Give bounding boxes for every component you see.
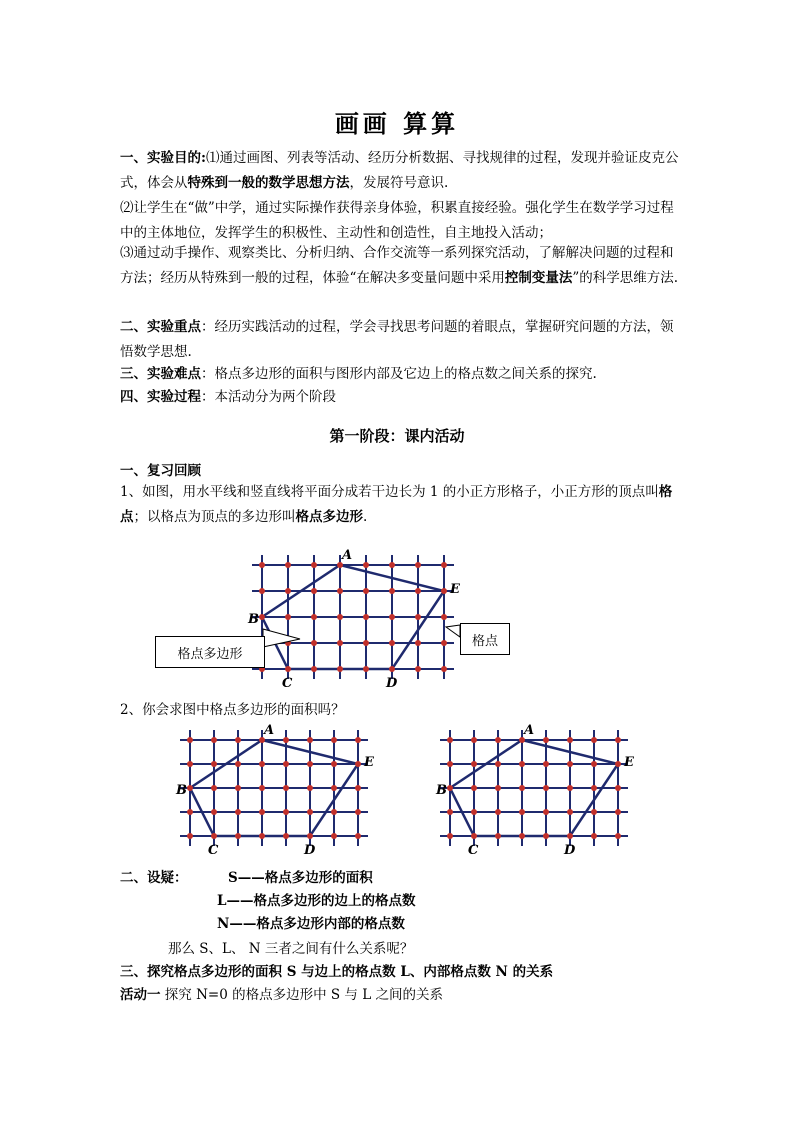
lattice-point — [543, 737, 549, 743]
vertex-label-d: D — [386, 676, 398, 691]
lattice-point — [311, 666, 317, 672]
lattice-point — [615, 809, 621, 815]
activity-one-label: 活动一 — [120, 987, 161, 1003]
lattice-point — [311, 562, 317, 568]
purpose-heading: 一、实验目的: — [120, 150, 206, 166]
vertex-label-c: C — [282, 676, 293, 691]
doubt-n: N——格点多边形内部的格点数 — [217, 916, 405, 932]
lattice-point — [259, 588, 265, 594]
vertex-label-e: E — [364, 755, 374, 770]
lattice-point — [211, 833, 217, 839]
purpose-text-3b: 控制变量法 — [504, 270, 573, 286]
lattice-point — [331, 785, 337, 791]
lattice-point — [307, 761, 313, 767]
lattice-point — [283, 833, 289, 839]
vertex-label-b: B — [436, 783, 447, 798]
focus-heading: 二、实验重点 — [120, 319, 201, 335]
stage-one-heading: 第一阶段：课内活动 — [329, 427, 465, 445]
page-title: 画画 算算 — [334, 109, 460, 138]
lattice-point — [389, 614, 395, 620]
lattice-point — [337, 666, 343, 672]
explore-heading: 三、探究格点多边形的面积 S 与边上的格点数 L、内部格点数 N 的关系 — [120, 964, 554, 980]
lattice-point — [447, 833, 453, 839]
vertex-label-c: C — [208, 843, 219, 858]
lattice-point — [519, 785, 525, 791]
lattice-point — [355, 761, 361, 767]
lattice-point — [337, 614, 343, 620]
lattice-point — [337, 640, 343, 646]
review-q1-a: 1、如图，用水平线和竖直线将平面分成若干边长为 1 的小正方形格子，小正方形的顶点叫 — [120, 484, 659, 500]
vertex-label-a: A — [264, 723, 275, 738]
lattice-point — [567, 785, 573, 791]
difficulty-text: ：格点多边形的面积与图形内部及它边上的格点数之间关系的探究. — [201, 366, 597, 382]
lattice-point — [331, 833, 337, 839]
lattice-point — [331, 809, 337, 815]
lattice-point — [591, 761, 597, 767]
lattice-point — [259, 833, 265, 839]
lattice-point — [235, 833, 241, 839]
purpose-text-1a: ⑴通过画图、列表等活动、经历分析数据、寻找规律的过程，发现并验证皮克公式，体会从 — [120, 150, 679, 191]
lattice-point — [389, 640, 395, 646]
lattice-point — [441, 666, 447, 672]
lattice-point — [567, 761, 573, 767]
lattice-point — [307, 809, 313, 815]
review-q1-term1: 格点 — [120, 484, 673, 525]
purpose-paragraph-2: ⑵让学生在“做”中学，通过实际操作获得亲身体验，积累直接经验。强化学生在数学学习过程中的主体地位，发挥学生的积极性、主动性和创造性，自主地投入活动； — [120, 200, 674, 241]
lattice-point — [283, 809, 289, 815]
lattice-point — [307, 785, 313, 791]
vertex-label-e: E — [450, 582, 460, 597]
lattice-point — [615, 761, 621, 767]
lattice-point — [363, 588, 369, 594]
lattice-point — [567, 737, 573, 743]
callout-lattice-point: 格点 — [460, 623, 510, 655]
lattice-point — [331, 761, 337, 767]
doubt-heading: 二、设疑： — [120, 870, 188, 886]
lattice-point — [415, 588, 421, 594]
lattice-point — [519, 809, 525, 815]
callout-polygon: 格点多边形 — [155, 636, 265, 668]
lattice-point — [355, 833, 361, 839]
vertex-label-c: C — [468, 843, 479, 858]
lattice-point — [615, 785, 621, 791]
lattice-point — [447, 809, 453, 815]
purpose-paragraph-3 — [120, 241, 680, 291]
doubt-question: 那么 S、L、 N 三者之间有什么关系呢？ — [168, 941, 414, 957]
lattice-point — [415, 666, 421, 672]
lattice-point — [441, 588, 447, 594]
lattice-point — [615, 737, 621, 743]
lattice-point — [363, 640, 369, 646]
lattice-point — [235, 809, 241, 815]
lattice-point — [447, 785, 453, 791]
lattice-point — [187, 833, 193, 839]
lattice-point — [591, 833, 597, 839]
lattice-point — [389, 666, 395, 672]
lattice-point — [311, 640, 317, 646]
lattice-point — [311, 614, 317, 620]
lattice-point — [187, 761, 193, 767]
lattice-figure-2 — [160, 720, 380, 860]
lattice-point — [415, 562, 421, 568]
lattice-point — [283, 785, 289, 791]
lattice-point — [471, 761, 477, 767]
lattice-point — [355, 737, 361, 743]
lattice-point — [615, 833, 621, 839]
lattice-point — [235, 785, 241, 791]
lattice-point — [441, 614, 447, 620]
process-heading: 四、实验过程 — [120, 389, 201, 405]
activity-one-text: 探究 N=0 的格点多边形中 S 与 L 之间的关系 — [160, 987, 443, 1003]
lattice-point — [567, 833, 573, 839]
callout-pointer-polygon — [263, 629, 300, 647]
lattice-point — [307, 737, 313, 743]
vertex-label-a: A — [342, 548, 353, 563]
lattice-point — [543, 809, 549, 815]
lattice-point — [519, 761, 525, 767]
doubt-s: S——格点多边形的面积 — [228, 870, 373, 886]
purpose-text-1c: ，发展符号意识. — [349, 175, 449, 191]
lattice-point — [543, 785, 549, 791]
vertex-label-d: D — [564, 843, 576, 858]
lattice-point — [311, 588, 317, 594]
lattice-point — [415, 640, 421, 646]
lattice-point — [519, 833, 525, 839]
review-q1-c: ；以格点为顶点的多边形叫 — [133, 509, 296, 525]
lattice-point — [389, 562, 395, 568]
activity-one — [120, 985, 443, 1005]
review-heading: 一、复习回顾 — [120, 463, 201, 479]
lattice-point — [591, 737, 597, 743]
lattice-point — [259, 614, 265, 620]
callout-pointer-point — [446, 625, 460, 637]
lattice-point — [447, 737, 453, 743]
vertex-label-a: A — [524, 723, 535, 738]
lattice-point — [495, 737, 501, 743]
vertex-label-b: B — [176, 783, 187, 798]
lattice-point — [285, 614, 291, 620]
lattice-point — [211, 809, 217, 815]
lattice-point — [495, 833, 501, 839]
lattice-point — [259, 562, 265, 568]
lattice-point — [283, 737, 289, 743]
lattice-point — [355, 785, 361, 791]
difficulty-paragraph — [120, 362, 680, 387]
lattice-point — [307, 833, 313, 839]
lattice-point — [495, 809, 501, 815]
lattice-point — [187, 737, 193, 743]
focus-text: ：经历实践活动的过程，学会寻找思考问题的着眼点，掌握研究问题的方法，领悟数学思想. — [120, 319, 674, 360]
lattice-point — [567, 809, 573, 815]
lattice-point — [415, 614, 421, 620]
lattice-point — [331, 737, 337, 743]
review-q1-e: . — [363, 509, 368, 525]
lattice-point — [259, 785, 265, 791]
lattice-point — [441, 562, 447, 568]
lattice-point — [543, 833, 549, 839]
purpose-text-3c: ”的科学思维方法. — [572, 270, 679, 286]
review-q2: 2、你会求图中格点多边形的面积吗？ — [120, 702, 345, 718]
lattice-point — [235, 761, 241, 767]
process-text: ：本活动分为两个阶段 — [201, 389, 336, 405]
lattice-point — [187, 809, 193, 815]
lattice-point — [285, 562, 291, 568]
lattice-point — [441, 640, 447, 646]
lattice-point — [211, 785, 217, 791]
lattice-point — [471, 737, 477, 743]
lattice-point — [259, 761, 265, 767]
lattice-point — [211, 737, 217, 743]
lattice-point — [389, 588, 395, 594]
lattice-point — [187, 785, 193, 791]
lattice-point — [471, 833, 477, 839]
lattice-point — [543, 761, 549, 767]
process-paragraph — [120, 385, 680, 410]
lattice-point — [285, 588, 291, 594]
lattice-point — [285, 666, 291, 672]
purpose-text-1b: 特殊到一般的数学思想方法 — [187, 175, 350, 191]
lattice-point — [211, 761, 217, 767]
lattice-point — [495, 785, 501, 791]
focus-paragraph — [120, 315, 680, 365]
lattice-point — [363, 562, 369, 568]
lattice-point — [495, 761, 501, 767]
lattice-figure-1 — [150, 545, 520, 695]
lattice-point — [355, 809, 361, 815]
purpose-paragraph-1 — [120, 146, 680, 196]
lattice-point — [471, 809, 477, 815]
difficulty-heading: 三、实验难点 — [120, 366, 201, 382]
review-q1-term2: 格点多边形 — [295, 509, 363, 525]
lattice-point — [447, 761, 453, 767]
vertex-label-b: B — [248, 612, 259, 627]
vertex-label-d: D — [304, 843, 316, 858]
lattice-point — [259, 809, 265, 815]
lattice-point — [283, 761, 289, 767]
purpose-text-3a: ⑶通过动手操作、观察类比、分析归纳、合作交流等一系列探究活动，了解解决问题的过程和方法；经历从特殊到一般的过程，体验“在解决多变量问题中采用 — [120, 245, 674, 286]
review-q1 — [120, 480, 680, 530]
lattice-point — [591, 809, 597, 815]
lattice-point — [363, 614, 369, 620]
lattice-point — [471, 785, 477, 791]
lattice-figure-3 — [420, 720, 640, 860]
lattice-point — [591, 785, 597, 791]
doubt-l: L——格点多边形的边上的格点数 — [217, 893, 416, 909]
lattice-point — [363, 666, 369, 672]
lattice-point — [235, 737, 241, 743]
vertex-label-e: E — [624, 755, 634, 770]
lattice-point — [337, 588, 343, 594]
